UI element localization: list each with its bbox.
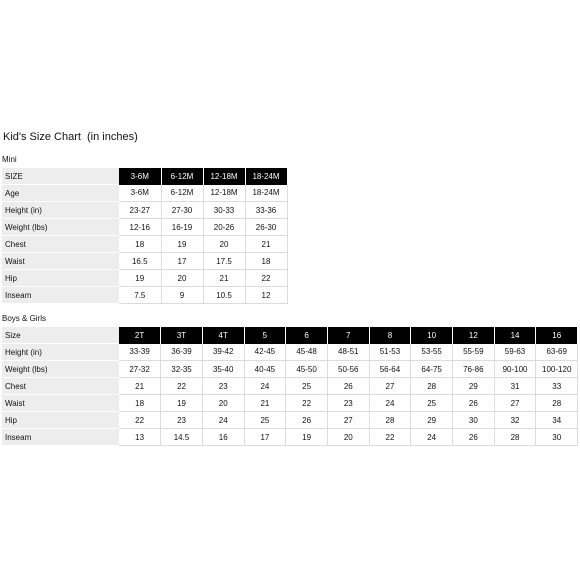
table-cell: 19 (161, 236, 203, 253)
size-header-cell: 4T (202, 327, 244, 344)
size-header-label: Size (2, 327, 119, 344)
table-cell: 3-6M (119, 185, 161, 202)
table-cell: 64-75 (411, 361, 453, 378)
table-cell: 7.5 (119, 287, 161, 304)
table-cell: 22 (161, 378, 203, 395)
table-row (2, 395, 578, 412)
table-cell: 22 (286, 395, 328, 412)
size-header-cell: 5 (244, 327, 286, 344)
table-cell: 21 (203, 270, 245, 287)
table-cell: 33-39 (119, 344, 161, 361)
table-cell: 18 (245, 253, 287, 270)
table-cell: 31 (494, 378, 536, 395)
table-cell: 12-16 (119, 219, 161, 236)
row-label: Age (2, 185, 119, 202)
table-row (2, 253, 287, 270)
table-cell: 17.5 (203, 253, 245, 270)
table-cell: 27 (494, 395, 536, 412)
row-label: Height (in) (2, 344, 119, 361)
table-cell: 28 (536, 395, 578, 412)
table-row (2, 429, 578, 446)
table-cell: 30 (536, 429, 578, 446)
table-cell: 28 (411, 378, 453, 395)
row-label: Chest (2, 378, 119, 395)
row-label: Inseam (2, 287, 119, 304)
table-cell: 26 (327, 378, 369, 395)
table-cell: 10.5 (203, 287, 245, 304)
table-row (2, 287, 287, 304)
table-cell: 50-56 (327, 361, 369, 378)
row-label: Height (in) (2, 202, 119, 219)
table-cell: 28 (494, 429, 536, 446)
table-cell: 18-24M (245, 185, 287, 202)
table-cell: 20 (161, 270, 203, 287)
table-cell: 6-12M (161, 185, 203, 202)
table-cell: 100-120 (536, 361, 578, 378)
row-label: Waist (2, 395, 119, 412)
table-cell: 12 (245, 287, 287, 304)
size-header-row (2, 327, 578, 344)
table-cell: 51-53 (369, 344, 411, 361)
table-row (2, 219, 287, 236)
size-header-cell: 2T (119, 327, 161, 344)
table-cell: 21 (119, 378, 161, 395)
table-cell: 23 (161, 412, 203, 429)
table-cell: 24 (411, 429, 453, 446)
table-row (2, 344, 578, 361)
table-cell: 30 (453, 412, 495, 429)
table-cell: 22 (245, 270, 287, 287)
table-cell: 23 (327, 395, 369, 412)
table-cell: 29 (453, 378, 495, 395)
table-cell: 14.5 (161, 429, 203, 446)
row-label: Weight (lbs) (2, 219, 119, 236)
table-cell: 29 (411, 412, 453, 429)
size-header-row (2, 168, 287, 185)
table-cell: 33 (536, 378, 578, 395)
table-cell: 39-42 (202, 344, 244, 361)
table-cell: 36-39 (161, 344, 203, 361)
table-cell: 59-63 (494, 344, 536, 361)
table-cell: 56-64 (369, 361, 411, 378)
table-cell: 55-59 (453, 344, 495, 361)
mini-section-label: Mini (2, 155, 17, 164)
table-row (2, 361, 578, 378)
page-title: Kid's Size Chart (in inches) (3, 131, 138, 143)
table-cell: 32-35 (161, 361, 203, 378)
table-cell: 32 (494, 412, 536, 429)
table-cell: 21 (245, 236, 287, 253)
size-header-cell: 12-18M (203, 168, 245, 185)
table-cell: 22 (369, 429, 411, 446)
table-cell: 19 (119, 270, 161, 287)
table-cell: 18 (119, 236, 161, 253)
table-cell: 23-27 (119, 202, 161, 219)
table-cell: 26 (286, 412, 328, 429)
size-header-cell: 10 (411, 327, 453, 344)
table-cell: 45-48 (286, 344, 328, 361)
table-cell: 27-32 (119, 361, 161, 378)
table-cell: 25 (286, 378, 328, 395)
table-cell: 17 (244, 429, 286, 446)
table-cell: 16-19 (161, 219, 203, 236)
row-label: Hip (2, 270, 119, 287)
table-cell: 22 (119, 412, 161, 429)
row-label: Inseam (2, 429, 119, 446)
size-header-cell: 8 (369, 327, 411, 344)
table-row (2, 185, 287, 202)
table-cell: 40-45 (244, 361, 286, 378)
table-cell: 12-18M (203, 185, 245, 202)
table-cell: 48-51 (327, 344, 369, 361)
table-cell: 21 (244, 395, 286, 412)
table-cell: 19 (286, 429, 328, 446)
table-cell: 27 (369, 378, 411, 395)
table-cell: 30-33 (203, 202, 245, 219)
size-header-cell: 14 (494, 327, 536, 344)
table-row (2, 412, 578, 429)
table-cell: 20 (327, 429, 369, 446)
table-cell: 20 (203, 236, 245, 253)
row-label: Waist (2, 253, 119, 270)
table-cell: 24 (244, 378, 286, 395)
row-label: Chest (2, 236, 119, 253)
table-cell: 76-86 (453, 361, 495, 378)
table-row (2, 202, 287, 219)
table-cell: 9 (161, 287, 203, 304)
size-header-cell: 12 (453, 327, 495, 344)
table-cell: 13 (119, 429, 161, 446)
table-cell: 26-30 (245, 219, 287, 236)
table-cell: 35-40 (202, 361, 244, 378)
table-cell: 27 (327, 412, 369, 429)
table-cell: 24 (369, 395, 411, 412)
table-cell: 20 (202, 395, 244, 412)
table-cell: 19 (161, 395, 203, 412)
table-cell: 63-69 (536, 344, 578, 361)
table-cell: 16.5 (119, 253, 161, 270)
size-header-cell: 3T (161, 327, 203, 344)
size-header-cell: 7 (327, 327, 369, 344)
table-cell: 26 (453, 429, 495, 446)
size-header-cell: 18-24M (245, 168, 287, 185)
table-cell: 20-26 (203, 219, 245, 236)
size-header-cell: 6 (286, 327, 328, 344)
table-cell: 33-36 (245, 202, 287, 219)
boys-girls-size-table (2, 327, 578, 446)
size-header-label: SIZE (2, 168, 119, 185)
table-cell: 90-100 (494, 361, 536, 378)
table-cell: 18 (119, 395, 161, 412)
table-cell: 25 (244, 412, 286, 429)
table-row (2, 378, 578, 395)
size-header-cell: 3-6M (119, 168, 161, 185)
table-cell: 26 (453, 395, 495, 412)
table-row (2, 270, 287, 287)
table-cell: 28 (369, 412, 411, 429)
table-cell: 24 (202, 412, 244, 429)
row-label: Weight (lbs) (2, 361, 119, 378)
table-cell: 45-50 (286, 361, 328, 378)
boys-girls-section-label: Boys & Girls (2, 314, 47, 323)
table-cell: 34 (536, 412, 578, 429)
row-label: Hip (2, 412, 119, 429)
table-cell: 27-30 (161, 202, 203, 219)
table-cell: 17 (161, 253, 203, 270)
size-header-cell: 16 (536, 327, 578, 344)
size-header-cell: 6-12M (161, 168, 203, 185)
table-cell: 23 (202, 378, 244, 395)
table-cell: 42-45 (244, 344, 286, 361)
table-row (2, 236, 287, 253)
table-cell: 16 (202, 429, 244, 446)
mini-size-table (2, 168, 288, 304)
table-cell: 53-55 (411, 344, 453, 361)
table-cell: 25 (411, 395, 453, 412)
